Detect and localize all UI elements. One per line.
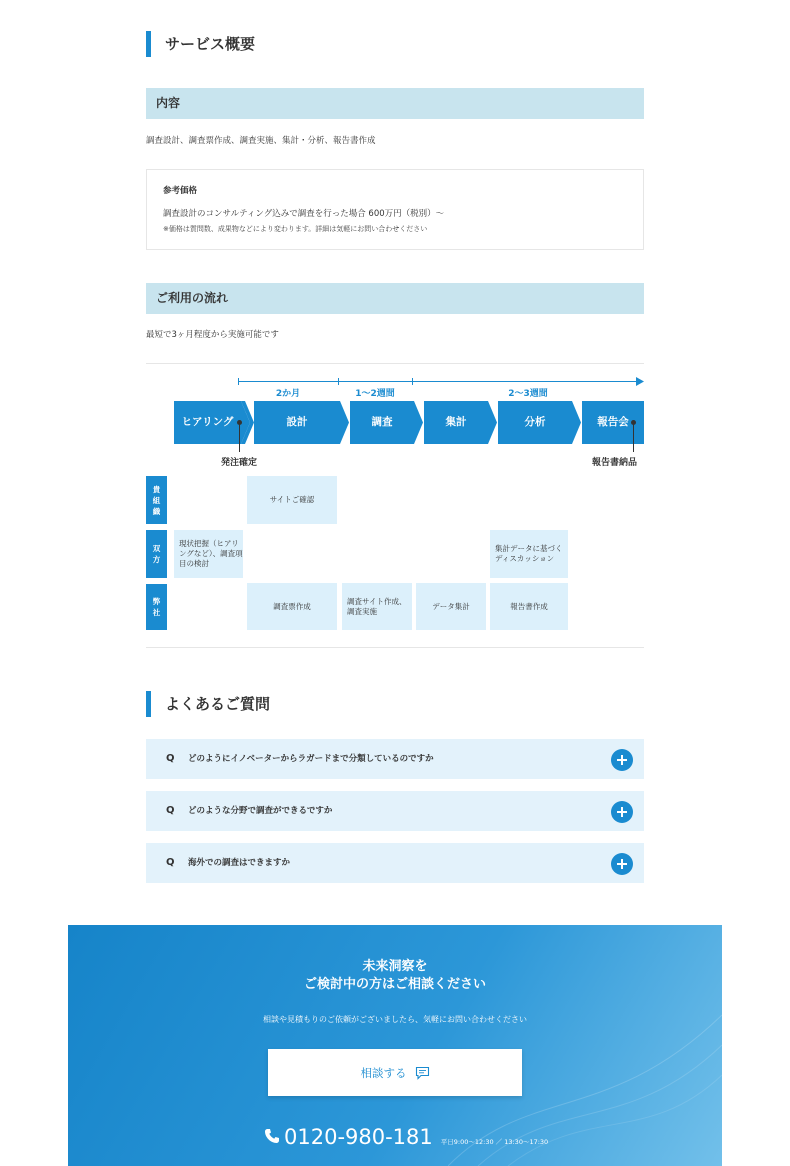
row-label-client: 貴組織 xyxy=(146,476,167,524)
step-report: 報告会 xyxy=(582,401,644,444)
divider xyxy=(146,363,644,364)
price-note: ※価格は質問数、成果物などにより変わります。詳細は気軽にお問い合わせください xyxy=(163,225,428,233)
faq-question: どのような分野で調査ができるですか xyxy=(188,806,333,816)
cta-section xyxy=(68,925,722,1166)
task-hearing: 現状把握（ヒアリングなど）、調査項目の検討 xyxy=(174,530,243,578)
faq-item[interactable] xyxy=(146,791,644,831)
plus-circle-icon[interactable] xyxy=(611,801,633,823)
step-hearing: ヒアリング xyxy=(174,401,241,444)
timeline-tick xyxy=(338,378,339,385)
faq-question: どのようにイノベーターからラガードまで分類しているのですか xyxy=(188,754,434,764)
consult-button-label: 相談する xyxy=(360,1065,407,1080)
phone-number[interactable]: 0120-980-181 xyxy=(284,1125,433,1149)
cta-subtitle: 相談や見積もりのご依頼がございましたら、気軽にお問い合わせください xyxy=(263,1015,527,1024)
chat-bubble-icon xyxy=(415,1066,430,1080)
cta-title-line2: ご検討中の方はご相談ください xyxy=(303,977,486,992)
task-data-aggregation: データ集計 xyxy=(416,583,486,630)
plus-circle-icon[interactable] xyxy=(611,749,633,771)
service-overview-title: サービス概要 xyxy=(146,31,255,57)
task-survey-site: 調査サイト作成、調査実施 xyxy=(342,583,412,630)
content-text: 調査設計、調査票作成、調査実施、集計・分析、報告書作成 xyxy=(146,136,376,146)
faq-q-mark: Q xyxy=(166,857,175,868)
step-aggregate: 集計 xyxy=(424,401,488,444)
plus-circle-icon[interactable] xyxy=(611,853,633,875)
flow-heading: ご利用の流れ xyxy=(146,283,644,314)
task-discussion: 集計データに基づくディスカッション xyxy=(490,530,568,578)
task-site-check: サイトご確認 xyxy=(247,476,337,524)
faq-title: よくあるご質問 xyxy=(146,691,270,717)
timeline-line xyxy=(238,381,640,382)
timeline-arrow-icon xyxy=(636,377,644,386)
milestone-order: 発注確定 xyxy=(221,458,258,468)
business-hours: 平日9:00〜12:30 ／ 13:30〜17:30 xyxy=(440,1138,549,1146)
consult-button[interactable] xyxy=(268,1049,522,1096)
faq-item[interactable] xyxy=(146,843,644,883)
chevron-icon xyxy=(340,401,354,444)
chevron-icon xyxy=(572,401,586,444)
timeline-tick xyxy=(238,378,239,385)
milestone-line xyxy=(633,424,634,452)
step-survey: 調査 xyxy=(350,401,414,444)
faq-q-mark: Q xyxy=(166,753,175,764)
faq-item[interactable] xyxy=(146,739,644,779)
phone-icon xyxy=(264,1128,280,1144)
milestone-line xyxy=(239,424,240,452)
price-box xyxy=(146,169,644,250)
task-report-writing: 報告書作成 xyxy=(490,583,568,630)
row-label-us: 弊社 xyxy=(146,584,167,630)
price-heading: 参考価格 xyxy=(163,186,198,196)
cta-title-line1: 未来洞察を xyxy=(362,959,428,974)
duration-label: 1〜2週間 xyxy=(355,389,395,399)
content-heading: 内容 xyxy=(146,88,644,119)
milestone-delivery: 報告書納品 xyxy=(592,458,638,468)
duration-label: 2〜3週間 xyxy=(508,389,548,399)
divider xyxy=(146,647,644,648)
step-design: 設計 xyxy=(254,401,340,444)
faq-question: 海外での調査はできますか xyxy=(188,858,291,868)
chevron-icon xyxy=(414,401,428,444)
flow-lead: 最短で3ヶ月程度から実施可能です xyxy=(146,330,279,340)
duration-label: 2か月 xyxy=(275,389,301,399)
timeline-tick xyxy=(412,378,413,385)
price-text: 調査設計のコンサルティング込みで調査を行った場合 600万円（税別）〜 xyxy=(163,209,445,219)
chevron-icon xyxy=(241,401,255,444)
row-label-both: 双方 xyxy=(146,530,167,578)
phone-block[interactable] xyxy=(264,1125,548,1149)
step-analysis: 分析 xyxy=(498,401,572,444)
faq-q-mark: Q xyxy=(166,805,175,816)
chevron-icon xyxy=(488,401,502,444)
task-questionnaire: 調査票作成 xyxy=(247,583,337,630)
